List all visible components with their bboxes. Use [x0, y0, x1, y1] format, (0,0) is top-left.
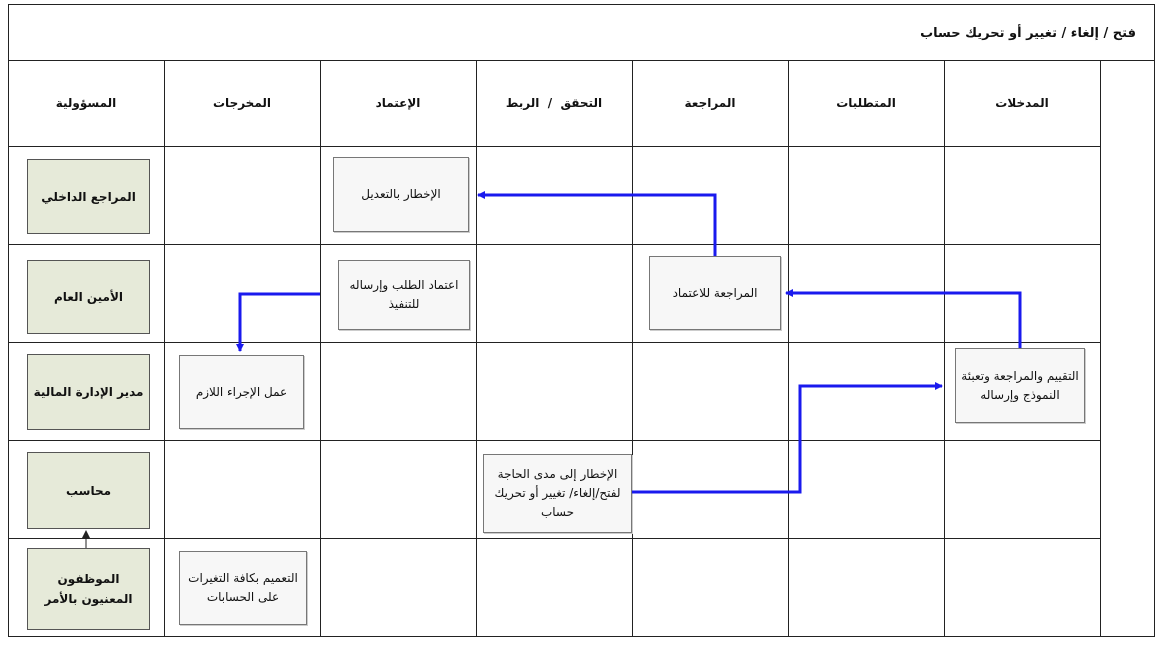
- diagram-title: فتح / إلغاء / تغيير أو تحريك حساب: [920, 26, 1136, 41]
- role-finance-director: مدير الإدارة المالية: [27, 354, 150, 430]
- arrow-approve-to-action: [240, 294, 320, 351]
- role-accountant: محاسب: [27, 452, 150, 529]
- arrow-notify-to-evaluate: [632, 386, 942, 492]
- role-secretary-general: الأمين العام: [27, 260, 150, 334]
- column-header-review: المراجعة: [684, 96, 736, 110]
- role-internal-auditor: المراجع الداخلي: [27, 159, 150, 234]
- column-header-inputs: المدخلات: [995, 96, 1049, 110]
- column-header-outputs: المخرجات: [213, 96, 271, 110]
- role-concerned-staff: الموظفون المعنيون بالأمر: [27, 548, 150, 630]
- arrow-review-to-notify-amendment: [478, 195, 715, 256]
- step-evaluate-review: التقييم والمراجعة وتعبئة النموذج وإرساله: [955, 348, 1085, 423]
- step-approve-request: اعتماد الطلب وإرساله للتنفيذ: [338, 260, 470, 330]
- column-header-verification: التحقق / الربط: [505, 96, 603, 110]
- step-notify-need: الإخطار إلى مدى الحاجة لفتح/إلغاء/ تغيير أو تحريك حساب: [483, 454, 632, 533]
- column-header-approval: الإعتماد: [375, 96, 421, 110]
- column-header-requirements: المتطلبات: [836, 96, 896, 110]
- step-notify-amendment: الإخطار بالتعديل: [333, 157, 469, 232]
- step-review-for-approval: المراجعة للاعتماد: [649, 256, 781, 330]
- column-header-responsibility: المسؤولية: [55, 96, 117, 110]
- step-take-action: عمل الإجراء اللازم: [179, 355, 304, 429]
- arrow-evaluate-to-review: [786, 293, 1020, 348]
- step-circulate-changes: التعميم بكافة التغيرات على الحسابات: [179, 551, 307, 625]
